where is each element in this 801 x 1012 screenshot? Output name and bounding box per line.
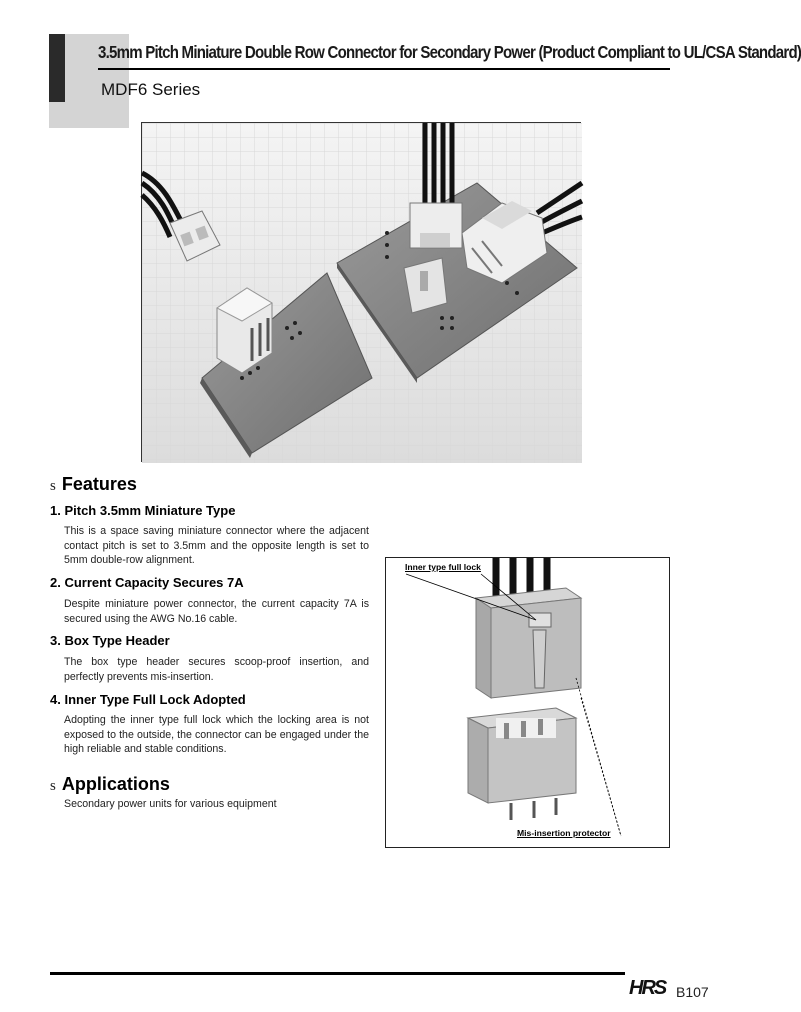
inner-lock-label: Inner type full lock xyxy=(405,562,481,572)
feature-body-2: Despite miniature power connector, the current capacity 7A is secured using the AWG No.16 cable. xyxy=(64,598,369,625)
applications-heading-text: Applications xyxy=(61,774,170,794)
section-bullet: s xyxy=(50,778,56,794)
section-bullet: s xyxy=(50,478,56,494)
applications-body: Secondary power units for various equipment xyxy=(64,798,277,810)
svg-text:HRS: HRS xyxy=(629,977,666,999)
feature-body-1: This is a space saving miniature connector where the adjacent contact pitch is set to 3.5mm and the opposite length is set to 5mm double-row alignment. xyxy=(64,525,369,566)
features-heading-text: Features xyxy=(61,474,137,494)
footer-rule xyxy=(50,972,625,975)
feature-title-3: 3. Box Type Header xyxy=(50,633,170,648)
title-rule xyxy=(98,68,670,70)
page-title: 3.5mm Pitch Miniature Double Row Connector for Secondary Power (Product Compliant to UL/CSA Standard) xyxy=(98,42,801,62)
series-name: MDF6 Series xyxy=(101,80,201,99)
feature-title-4: 4. Inner Type Full Lock Adopted xyxy=(50,692,246,707)
feature-title-2: 2. Current Capacity Secures 7A xyxy=(50,575,244,590)
product-photo-illustration xyxy=(142,123,582,463)
header-accent xyxy=(49,34,65,102)
page-number: B107 xyxy=(676,984,709,1000)
feature-body-4: Adopting the inner type full lock which the locking area is not exposed to the outside, the connector can be engaged under the high reliable and stable conditions. xyxy=(64,714,369,755)
features-heading xyxy=(50,474,137,495)
feature-title-1: 1. Pitch 3.5mm Miniature Type xyxy=(50,503,236,518)
feature-body-3: The box type header secures scoop-proof insertion, and perfectly prevents mis-insertion. xyxy=(64,656,369,683)
connector-diagram-illustration xyxy=(386,558,671,849)
hrs-logo xyxy=(629,976,671,998)
product-photo xyxy=(141,122,581,462)
connector-diagram xyxy=(385,557,670,848)
mis-insertion-label: Mis-insertion protector xyxy=(517,828,611,838)
applications-heading xyxy=(50,774,170,795)
